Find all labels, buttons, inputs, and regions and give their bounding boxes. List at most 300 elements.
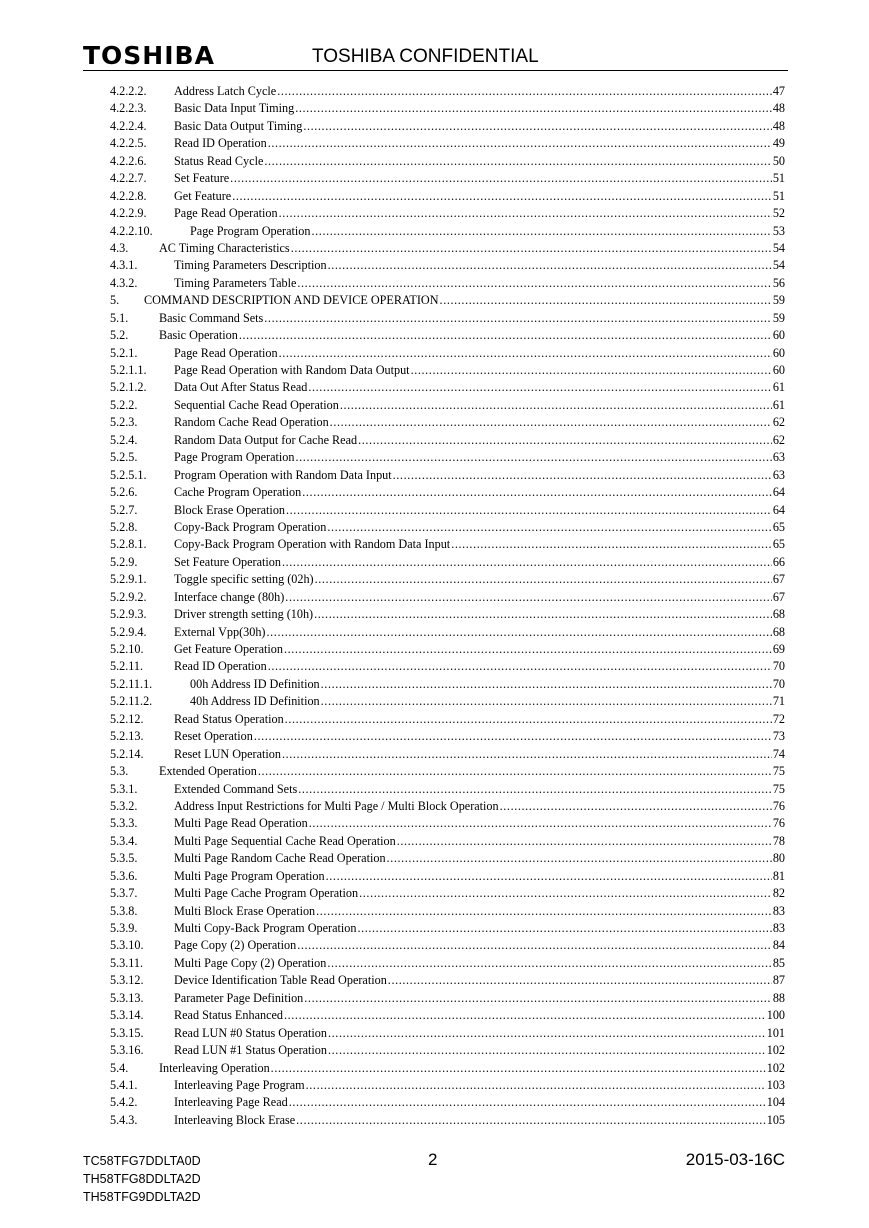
toc-entry[interactable] <box>110 1112 785 1129</box>
toc-entry-title: Read Status Enhanced <box>174 1008 283 1023</box>
toc-entry-title: Cache Program Operation <box>174 485 302 500</box>
toc-entry-title: Multi Page Program Operation <box>174 868 325 883</box>
toc-entry-page: 84 <box>772 938 785 953</box>
toc-dot-leader <box>284 1007 766 1024</box>
toc-dot-leader <box>282 554 772 571</box>
toc-entry-number: 4.3.1. <box>110 258 138 273</box>
toc-entry-number: 5.2.7. <box>110 502 138 517</box>
toc-entry[interactable] <box>110 937 785 954</box>
toc-entry-page: 56 <box>772 275 785 290</box>
toc-dot-leader <box>295 100 772 117</box>
toc-entry[interactable] <box>110 815 785 832</box>
toc-entry-page: 69 <box>772 642 785 656</box>
toc-dot-leader <box>330 414 772 431</box>
toc-entry-number: 5.2.11.2. <box>110 694 153 709</box>
toc-entry[interactable] <box>110 100 785 117</box>
toc-entry[interactable] <box>110 397 785 414</box>
toc-dot-leader <box>359 885 772 902</box>
toc-dot-leader <box>309 815 772 832</box>
toc-entry-page: 59 <box>772 293 785 308</box>
toc-dot-leader <box>321 676 772 693</box>
toc-entry[interactable] <box>110 554 785 571</box>
toc-entry-number: 4.2.2.3. <box>110 101 147 116</box>
toc-dot-leader <box>302 484 772 501</box>
toc-entry-number: 5.2.9.3. <box>110 607 147 622</box>
toc-entry-page: 60 <box>772 345 785 360</box>
toc-dot-leader <box>327 955 771 972</box>
toc-entry-page: 63 <box>772 450 785 465</box>
toc-entry-page: 64 <box>772 485 785 500</box>
toc-dot-leader <box>289 1094 766 1111</box>
toc-dot-leader <box>328 257 772 274</box>
toc-entry-title: Parameter Page Definition <box>174 990 304 1005</box>
toc-entry-title: Interleaving Operation <box>159 1060 270 1075</box>
toc-entry-number: 5.4.2. <box>110 1095 138 1110</box>
toc-entry-number: 5.2. <box>110 328 129 343</box>
toc-dot-leader <box>316 903 772 920</box>
toc-entry-title: Set Feature Operation <box>174 554 281 569</box>
toc-entry-page: 53 <box>772 223 785 238</box>
toc-entry-page: 66 <box>772 554 785 569</box>
toc-entry-title: COMMAND DESCRIPTION AND DEVICE OPERATION <box>144 293 439 308</box>
toc-entry-title: Timing Parameters Table <box>174 275 297 290</box>
toc-entry-page: 83 <box>772 921 785 935</box>
part-number: TH58TFG9DDLTA2D <box>83 1190 201 1204</box>
toshiba-logo: TOSHIBA <box>83 41 215 70</box>
toc-entry-title: Read LUN #1 Status Operation <box>174 1043 327 1058</box>
toc-entry[interactable] <box>110 1094 785 1111</box>
toc-entry-title: Read ID Operation <box>174 136 267 151</box>
toc-entry-title: Reset LUN Operation <box>174 746 281 761</box>
toc-entry-page: 63 <box>772 467 785 482</box>
toc-dot-leader <box>297 937 772 954</box>
toc-entry-page: 75 <box>772 764 785 779</box>
toc-entry-title: Driver strength setting (10h) <box>174 607 314 622</box>
toc-entry-title: Page Program Operation <box>190 223 311 238</box>
toc-entry-title: Address Latch Cycle <box>174 84 277 98</box>
table-of-contents <box>110 83 785 1129</box>
toc-entry[interactable] <box>110 990 785 1007</box>
toc-entry-page: 103 <box>766 1077 785 1092</box>
toc-dot-leader <box>285 589 772 606</box>
toc-entry[interactable] <box>110 170 785 187</box>
toc-entry-page: 62 <box>772 415 785 430</box>
toc-dot-leader <box>239 327 772 344</box>
toc-entry-title: Multi Page Sequential Cache Read Operation <box>174 833 396 848</box>
toc-entry-number: 5.3.5. <box>110 851 138 866</box>
toc-entry-page: 48 <box>772 118 785 133</box>
toc-dot-leader <box>268 658 772 675</box>
toc-entry[interactable] <box>110 658 785 675</box>
toc-dot-leader <box>303 118 771 135</box>
toc-entry-number: 4.2.2.9. <box>110 206 147 221</box>
toc-entry-number: 5.2.11.1. <box>110 676 153 691</box>
toc-dot-leader <box>279 205 772 222</box>
toc-entry[interactable] <box>110 746 785 763</box>
toc-entry-page: 102 <box>766 1060 785 1075</box>
toc-entry-page: 59 <box>772 310 785 325</box>
toc-entry-page: 81 <box>772 868 785 883</box>
toc-entry[interactable] <box>110 676 785 693</box>
toc-entry[interactable] <box>110 1077 785 1094</box>
toc-entry-page: 70 <box>772 676 785 691</box>
toc-dot-leader <box>306 1077 766 1094</box>
toc-entry[interactable] <box>110 920 785 937</box>
toc-dot-leader <box>393 467 772 484</box>
toc-dot-leader <box>264 310 772 327</box>
toc-entry-number: 5.2.5. <box>110 450 138 465</box>
toc-entry-number: 5.2.6. <box>110 485 138 500</box>
toc-entry-title: Program Operation with Random Data Input <box>174 467 392 482</box>
toc-entry-page: 80 <box>772 851 785 866</box>
toc-entry[interactable] <box>110 955 785 972</box>
toc-entry-title: Get Feature Operation <box>174 642 283 656</box>
toc-entry-title: Random Cache Read Operation <box>174 415 329 430</box>
toc-entry-number: 5.3.9. <box>110 921 138 935</box>
toc-entry-title: Page Program Operation <box>174 450 295 465</box>
toc-dot-leader <box>268 135 772 152</box>
toc-entry-number: 5.2.11. <box>110 659 144 674</box>
toc-entry-number: 5.2.13. <box>110 729 144 744</box>
toc-dot-leader <box>312 223 772 240</box>
toc-entry-title: Basic Command Sets <box>159 310 264 325</box>
toc-entry[interactable] <box>110 275 785 292</box>
toc-entry-number: 5.3.6. <box>110 868 138 883</box>
toc-entry-page: 100 <box>766 1008 785 1023</box>
toc-entry-number: 5.4.1. <box>110 1077 138 1092</box>
toc-entry-number: 5.3. <box>110 764 129 779</box>
toc-dot-leader <box>304 990 772 1007</box>
toc-entry[interactable] <box>110 414 785 431</box>
toc-entry[interactable] <box>110 379 785 396</box>
toc-entry-number: 5.2.10. <box>110 642 144 656</box>
toc-entry[interactable] <box>110 1042 785 1059</box>
toc-entry[interactable] <box>110 850 785 867</box>
toc-entry-title: Interleaving Page Read <box>174 1095 288 1110</box>
toc-entry-title: Basic Operation <box>159 328 238 343</box>
toc-entry-page: 105 <box>766 1112 785 1127</box>
toc-entry[interactable] <box>110 205 785 222</box>
toc-entry-page: 62 <box>772 432 785 447</box>
toc-entry-number: 5.2.8.1. <box>110 537 147 552</box>
footer-date: 2015-03-16C <box>685 1150 785 1169</box>
toc-entry-number: 5.3.4. <box>110 833 138 848</box>
toc-entry[interactable] <box>110 502 785 519</box>
toc-dot-leader <box>267 624 772 641</box>
toc-entry-page: 50 <box>772 153 785 168</box>
toc-entry-page: 67 <box>772 589 785 604</box>
toc-entry-number: 5.3.15. <box>110 1025 144 1040</box>
toc-entry-page: 60 <box>772 328 785 343</box>
toc-entry-page: 78 <box>772 833 785 848</box>
toc-entry-number: 5.3.16. <box>110 1043 144 1058</box>
toc-entry-title: Copy-Back Program Operation with Random Data Input <box>174 537 451 552</box>
toc-dot-leader <box>271 1060 766 1077</box>
toc-dot-leader <box>298 781 772 798</box>
toc-entry-number: 5.3.2. <box>110 798 138 813</box>
toc-entry-page: 71 <box>772 694 785 709</box>
toc-entry-number: 5.2.4. <box>110 432 138 447</box>
toc-entry[interactable] <box>110 223 785 240</box>
toc-entry-number: 4.2.2.5. <box>110 136 147 151</box>
toc-dot-leader <box>387 850 772 867</box>
toc-entry-number: 4.3.2. <box>110 275 138 290</box>
toc-entry-title: Multi Page Cache Program Operation <box>174 886 359 901</box>
toc-entry-title: Read LUN #0 Status Operation <box>174 1025 327 1040</box>
toc-entry-number: 5.2.9.2. <box>110 589 147 604</box>
toc-entry[interactable] <box>110 763 785 780</box>
toc-entry[interactable] <box>110 1060 785 1077</box>
toc-entry-title: Read ID Operation <box>174 659 267 674</box>
toc-entry-title: Sequential Cache Read Operation <box>174 397 339 412</box>
toc-entry[interactable] <box>110 833 785 850</box>
toc-entry-number: 5.3.7. <box>110 886 138 901</box>
part-number: TC58TFG7DDLTA0D <box>83 1154 201 1168</box>
toc-entry-page: 87 <box>772 973 785 988</box>
toc-dot-leader <box>314 606 772 623</box>
toc-entry-number: 5.3.3. <box>110 816 138 831</box>
toc-entry-title: Page Read Operation <box>174 206 278 221</box>
toc-dot-leader <box>321 693 772 710</box>
toc-dot-leader <box>286 502 772 519</box>
toc-dot-leader <box>388 972 772 989</box>
toc-dot-leader <box>258 763 772 780</box>
toc-entry-title: Extended Command Sets <box>174 781 298 796</box>
toc-entry[interactable] <box>110 188 785 205</box>
toc-entry-page: 68 <box>772 624 785 639</box>
toc-entry-number: 5.3.11. <box>110 955 144 970</box>
toc-entry[interactable] <box>110 519 785 536</box>
toc-entry-number: 5.2.9.4. <box>110 624 147 639</box>
toc-entry-page: 72 <box>772 711 785 726</box>
toc-entry-number: 5.2.12. <box>110 711 144 726</box>
toc-entry-page: 52 <box>772 206 785 221</box>
toc-entry-title: Interleaving Block Erase <box>174 1112 296 1127</box>
toc-dot-leader <box>230 170 772 187</box>
toc-dot-leader <box>358 432 772 449</box>
toc-entry[interactable] <box>110 484 785 501</box>
toc-entry-page: 83 <box>772 903 785 918</box>
toc-entry-number: 4.2.2.10. <box>110 223 153 238</box>
toc-entry[interactable] <box>110 83 785 100</box>
toc-entry-page: 68 <box>772 607 785 622</box>
toc-entry-number: 5.3.8. <box>110 903 138 918</box>
toc-dot-leader <box>297 275 771 292</box>
footer-part-numbers <box>83 1152 201 1206</box>
toc-entry-page: 48 <box>772 101 785 116</box>
toc-entry-number: 5.4.3. <box>110 1112 138 1127</box>
toc-entry-page: 67 <box>772 572 785 587</box>
toc-dot-leader <box>232 188 772 205</box>
toc-entry[interactable] <box>110 345 785 362</box>
toc-entry-number: 5.3.10. <box>110 938 144 953</box>
toc-dot-leader <box>440 292 772 309</box>
toc-entry-page: 61 <box>772 397 785 412</box>
toc-dot-leader <box>328 1042 766 1059</box>
toc-entry[interactable] <box>110 798 785 815</box>
toc-entry-title: Multi Page Read Operation <box>174 816 308 831</box>
confidential-label: TOSHIBA CONFIDENTIAL <box>312 46 539 67</box>
toc-entry-number: 5. <box>110 293 120 308</box>
footer-page-number: 2 <box>428 1150 438 1169</box>
toc-entry[interactable] <box>110 432 785 449</box>
toc-entry[interactable] <box>110 135 785 152</box>
toc-entry-page: 54 <box>772 240 785 255</box>
toc-dot-leader <box>277 83 772 100</box>
toc-entry-title: External Vpp(30h) <box>174 624 266 639</box>
toc-entry[interactable] <box>110 641 785 658</box>
toc-dot-leader <box>296 449 772 466</box>
toc-entry-number: 4.2.2.4. <box>110 118 147 133</box>
toc-dot-leader <box>326 868 772 885</box>
toc-entry[interactable] <box>110 257 785 274</box>
toc-entry-title: 00h Address ID Definition <box>190 676 320 691</box>
toc-entry-number: 5.2.1. <box>110 345 138 360</box>
toc-entry[interactable] <box>110 536 785 553</box>
toc-entry-number: 5.2.5.1. <box>110 467 147 482</box>
toc-entry-title: Toggle specific setting (02h) <box>174 572 314 587</box>
toc-entry-title: Basic Data Input Timing <box>174 101 295 116</box>
toc-entry-number: 5.2.9.1. <box>110 572 147 587</box>
toc-entry-number: 5.2.2. <box>110 397 138 412</box>
toc-entry[interactable] <box>110 571 785 588</box>
toc-entry-title: Page Copy (2) Operation <box>174 938 297 953</box>
toc-entry[interactable] <box>110 449 785 466</box>
toc-entry-title: Interleaving Page Program <box>174 1077 305 1092</box>
toc-entry-title: Data Out After Status Read <box>174 380 308 395</box>
toc-entry-title: Timing Parameters Description <box>174 258 327 273</box>
toc-entry-page: 47 <box>772 84 785 98</box>
toc-entry-number: 4.3. <box>110 240 129 255</box>
toc-entry-number: 5.1. <box>110 310 129 325</box>
toc-entry-title: Set Feature <box>174 171 230 186</box>
toc-entry-page: 101 <box>766 1025 785 1040</box>
toc-entry-page: 102 <box>766 1043 785 1058</box>
toc-entry[interactable] <box>110 624 785 641</box>
toc-dot-leader <box>308 379 771 396</box>
toc-entry[interactable] <box>110 711 785 728</box>
toc-entry-title: Random Data Output for Cache Read <box>174 432 358 447</box>
toc-entry[interactable] <box>110 972 785 989</box>
toc-entry-title: Extended Operation <box>159 764 257 779</box>
toc-entry-title: Multi Page Copy (2) Operation <box>174 955 327 970</box>
toc-entry-page: 76 <box>772 816 785 831</box>
toc-dot-leader <box>264 153 771 170</box>
toc-entry-page: 85 <box>772 955 785 970</box>
toc-entry-number: 5.4. <box>110 1060 129 1075</box>
toc-dot-leader <box>397 833 772 850</box>
toc-entry-page: 60 <box>772 363 785 377</box>
toc-entry-title: 40h Address ID Definition <box>190 694 320 709</box>
toc-entry[interactable] <box>110 1025 785 1042</box>
toc-entry[interactable] <box>110 327 785 344</box>
toc-entry-number: 5.2.9. <box>110 554 138 569</box>
toc-entry[interactable] <box>110 728 785 745</box>
toc-dot-leader <box>279 345 772 362</box>
toc-dot-leader <box>411 362 772 379</box>
toc-entry-number: 5.2.1.1. <box>110 363 147 377</box>
toc-entry-title: Address Input Restrictions for Multi Page / Multi Block Operation <box>174 798 499 813</box>
toc-entry-title: Basic Data Output Timing <box>174 118 303 133</box>
toc-entry[interactable] <box>110 362 785 379</box>
toc-entry-title: Multi Copy-Back Program Operation <box>174 921 357 935</box>
toc-entry[interactable] <box>110 606 785 623</box>
toc-entry-number: 5.2.8. <box>110 519 138 534</box>
toc-entry-title: Block Erase Operation <box>174 502 286 517</box>
toc-entry-number: 5.3.1. <box>110 781 138 796</box>
part-number: TH58TFG8DDLTA2D <box>83 1172 201 1186</box>
toc-dot-leader <box>328 1025 766 1042</box>
toc-entry[interactable] <box>110 118 785 135</box>
toc-dot-leader <box>340 397 772 414</box>
toc-entry[interactable] <box>110 1007 785 1024</box>
toc-entry[interactable] <box>110 467 785 484</box>
toc-dot-leader <box>451 536 772 553</box>
toc-entry-title: Read Status Operation <box>174 711 284 726</box>
toc-entry-number: 5.2.3. <box>110 415 138 430</box>
toc-entry[interactable] <box>110 310 785 327</box>
toc-entry-number: 4.2.2.2. <box>110 84 147 98</box>
toc-entry-page: 65 <box>772 519 785 534</box>
toc-entry-page: 49 <box>772 136 785 151</box>
toc-dot-leader <box>315 571 772 588</box>
toc-dot-leader <box>296 1112 766 1129</box>
toc-entry-page: 82 <box>772 886 785 901</box>
page-header <box>83 40 788 71</box>
toc-entry[interactable] <box>110 885 785 902</box>
toc-entry-title: Copy-Back Program Operation <box>174 519 327 534</box>
toc-entry-number: 4.2.2.7. <box>110 171 147 186</box>
toc-entry-page: 65 <box>772 537 785 552</box>
toc-entry-page: 61 <box>772 380 785 395</box>
toc-dot-leader <box>282 746 772 763</box>
toc-entry-title: Page Read Operation <box>174 345 278 360</box>
toc-entry[interactable] <box>110 781 785 798</box>
toc-dot-leader <box>357 920 771 937</box>
toc-entry-number: 5.3.14. <box>110 1008 144 1023</box>
toc-entry[interactable] <box>110 589 785 606</box>
toc-entry[interactable] <box>110 292 785 309</box>
toc-entry-number: 5.2.1.2. <box>110 380 147 395</box>
toc-entry-title: Multi Page Random Cache Read Operation <box>174 851 386 866</box>
toc-entry-page: 74 <box>772 746 785 761</box>
toc-entry-title: Device Identification Table Read Operation <box>174 973 387 988</box>
toc-entry-title: Page Read Operation with Random Data Output <box>174 363 410 377</box>
toc-entry-number: 4.2.2.8. <box>110 188 147 203</box>
toc-entry-title: Reset Operation <box>174 729 253 744</box>
toc-entry-title: Status Read Cycle <box>174 153 264 168</box>
toc-entry[interactable] <box>110 868 785 885</box>
toc-entry-page: 88 <box>772 990 785 1005</box>
toc-entry-page: 51 <box>772 188 785 203</box>
toc-entry-page: 75 <box>772 781 785 796</box>
toc-entry[interactable] <box>110 903 785 920</box>
toc-dot-leader <box>500 798 772 815</box>
toc-entry-title: AC Timing Characteristics <box>159 240 290 255</box>
toc-entry-page: 73 <box>772 729 785 744</box>
toc-entry-title: Interface change (80h) <box>174 589 285 604</box>
toc-entry-title: Get Feature <box>174 188 232 203</box>
toc-entry[interactable] <box>110 153 785 170</box>
toc-dot-leader <box>284 641 772 658</box>
toc-entry-page: 51 <box>772 171 785 186</box>
toc-entry-number: 4.2.2.6. <box>110 153 147 168</box>
toc-entry-number: 5.3.12. <box>110 973 144 988</box>
toc-entry[interactable] <box>110 240 785 257</box>
toc-dot-leader <box>254 728 772 745</box>
toc-entry[interactable] <box>110 693 785 710</box>
toc-entry-number: 5.2.14. <box>110 746 144 761</box>
